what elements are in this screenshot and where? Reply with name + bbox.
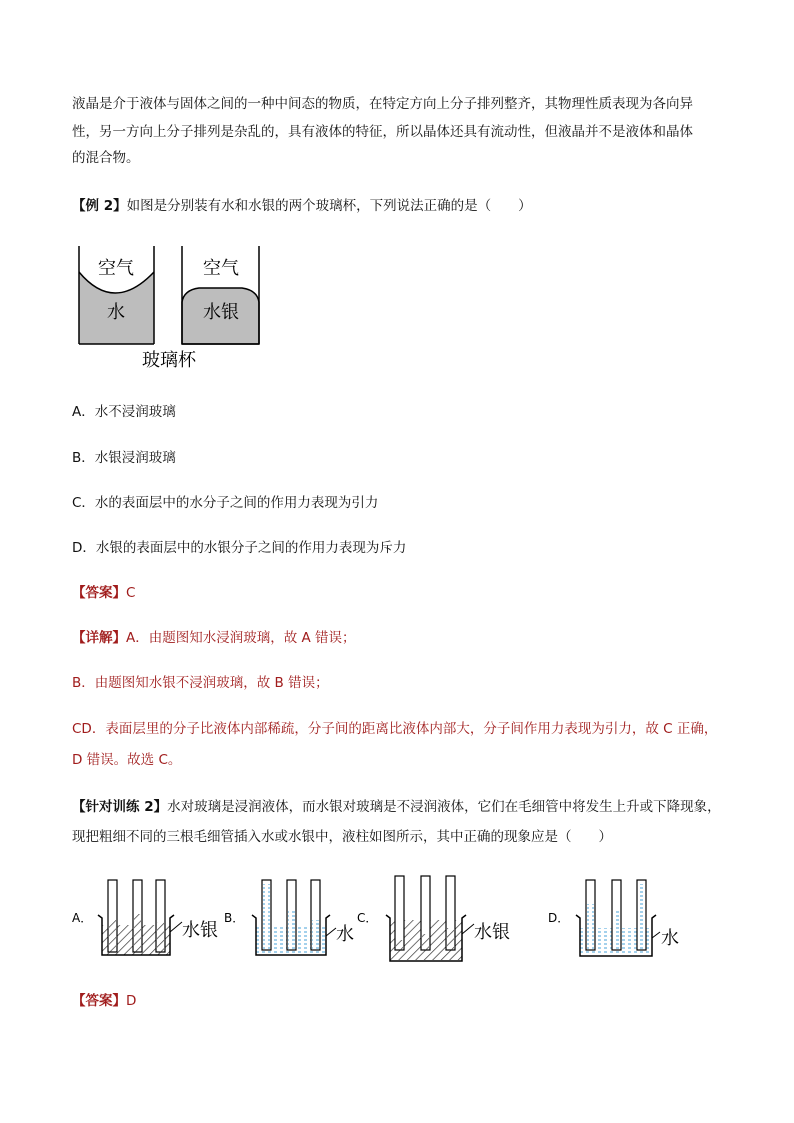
option-c-liquid: 水银 — [474, 922, 510, 943]
answer-tag: 【答案】 — [72, 585, 126, 601]
right-cup-liquid-label: 水银 — [203, 302, 239, 323]
right-cup-air-label: 空气 — [203, 258, 239, 279]
option-b-liquid: 水 — [336, 924, 354, 945]
detail-a-text: A．由题图知水浸润玻璃，故 A 错误； — [126, 630, 356, 646]
detail-cd-2: D 错误。故选 C。 — [72, 752, 182, 768]
detail-b: B．由题图知水银不浸润玻璃，故 B 错误； — [72, 675, 329, 691]
training-2-tag: 【针对训练 2】 — [72, 799, 168, 815]
option-c: C．水的表面层中的水分子之间的作用力表现为引力 — [72, 495, 379, 511]
example-2-question — [72, 194, 532, 218]
capillary-figures — [64, 870, 734, 970]
option-a: A．水不浸润玻璃 — [72, 404, 176, 420]
answer-value: C — [126, 585, 136, 601]
detail-cd-1: CD．表面层里的分子比液体内部稀疏，分子间的距离比液体内部大，分子间作用力表现为引力，故 C 正确， — [72, 721, 718, 737]
example-2-text: 如图是分别装有水和水银的两个玻璃杯，下列说法正确的是（ ） — [126, 198, 532, 214]
example-2-tag: 【例 2】 — [72, 198, 127, 214]
option-b: B．水银浸润玻璃 — [72, 450, 176, 466]
intro-line-3: 的混合物。 — [72, 150, 140, 166]
option-c-figure — [357, 876, 510, 961]
detail-a — [72, 626, 356, 650]
option-d-figure — [548, 880, 679, 956]
left-cup-air-label: 空气 — [98, 258, 134, 279]
left-cup-liquid-label: 水 — [107, 302, 125, 323]
option-d-letter: D． — [548, 911, 570, 925]
training-answer-value: D — [126, 993, 137, 1009]
training-answer-tag: 【答案】 — [72, 993, 126, 1009]
glass-cups-figure — [74, 244, 264, 374]
example-2-answer — [72, 581, 135, 605]
option-d-liquid: 水 — [661, 928, 679, 949]
option-b-figure — [224, 880, 354, 955]
option-d: D．水银的表面层中的水银分子之间的作用力表现为斥力 — [72, 540, 407, 556]
figure-caption: 玻璃杯 — [142, 350, 196, 371]
option-a-letter: A． — [72, 911, 93, 925]
training-2-line-1 — [72, 795, 721, 819]
intro-line-2: 性，另一方向上分子排列是杂乱的，具有液体的特征，所以晶体还具有流动性，但液晶并不是液体和晶体 — [72, 124, 693, 140]
option-a-figure — [72, 880, 218, 955]
training-2-line-2: 现把粗细不同的三根毛细管插入水或水银中，液柱如图所示，其中正确的现象应是（ ） — [72, 829, 612, 845]
intro-line-1: 液晶是介于液体与固体之间的一种中间态的物质，在特定方向上分子排列整齐，其物理性质表现为各向异 — [72, 96, 693, 112]
option-a-liquid: 水银 — [182, 920, 218, 941]
detail-tag: 【详解】 — [72, 630, 126, 646]
training-2-answer — [72, 989, 136, 1013]
option-c-letter: C． — [357, 911, 378, 925]
option-b-letter: B． — [224, 911, 245, 925]
training-2-text-1: 水对玻璃是浸润液体，而水银对玻璃是不浸润液体，它们在毛细管中将发生上升或下降现象， — [167, 799, 721, 815]
